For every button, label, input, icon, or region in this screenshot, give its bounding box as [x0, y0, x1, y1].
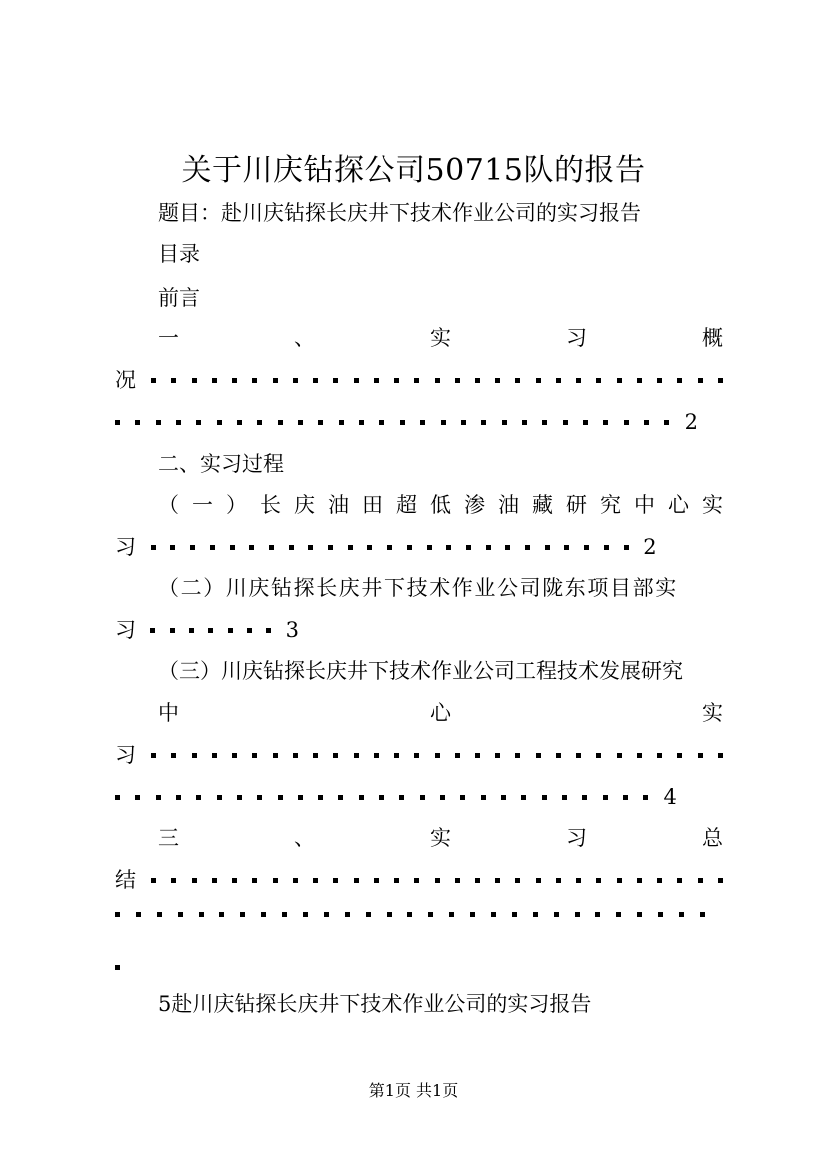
leader-dot: [533, 912, 538, 917]
leader-dot: [303, 912, 308, 917]
leader-dot: [420, 795, 425, 800]
leader-dot: [208, 628, 213, 633]
leader-dot: [192, 378, 197, 383]
leader-dot: [435, 878, 440, 883]
leader-dot: [521, 795, 526, 800]
leader-dot: [575, 912, 580, 917]
toc-char: 、: [294, 326, 315, 350]
leader-dot: [237, 420, 242, 425]
leader-dot: [387, 545, 392, 550]
leader-dot: [212, 878, 217, 883]
toc-char: 概: [702, 326, 723, 350]
leader-dot: [333, 878, 338, 883]
leader-dot: [576, 753, 581, 758]
leader-dot: [603, 795, 608, 800]
leader-dot: [657, 878, 662, 883]
leader-dot: [475, 878, 480, 883]
leader-dot: [338, 795, 343, 800]
leader-dot: [261, 912, 266, 917]
toc-char: 实: [430, 826, 451, 850]
leader-dot: [387, 912, 392, 917]
leader-dot: [491, 912, 496, 917]
toc-page-number: 3: [285, 618, 299, 642]
leader-dot: [151, 753, 156, 758]
leader-dot: [394, 878, 399, 883]
leader-dot: [217, 420, 222, 425]
leader-dot: [502, 420, 507, 425]
leader-dot: [677, 378, 682, 383]
leader-dot: [199, 912, 204, 917]
leader-dot: [257, 795, 262, 800]
toc-char: 研: [566, 493, 587, 517]
leader-dot: [576, 378, 581, 383]
toc-item-section-3: [158, 828, 723, 849]
leader-dot: [212, 753, 217, 758]
toc-leader-row: [115, 870, 723, 891]
leader-dot: [247, 628, 252, 633]
leader-dot: [273, 378, 278, 383]
leader-dot: [603, 420, 608, 425]
toc-item-sub-1: [158, 495, 723, 516]
leader-dot: [230, 545, 235, 550]
leader-dot: [455, 878, 460, 883]
leader-dot: [171, 878, 176, 883]
leader-dot: [171, 378, 176, 383]
leader-dot: [563, 420, 568, 425]
toc-char: 习: [566, 826, 587, 850]
leader-dot: [470, 912, 475, 917]
toc-char: 三: [158, 826, 179, 850]
toc-char: 庆: [294, 493, 315, 517]
leader-dot: [481, 420, 486, 425]
leader-dot: [298, 795, 303, 800]
leader-dot: [460, 795, 465, 800]
leader-dot: [313, 878, 318, 883]
leader-dot: [348, 545, 353, 550]
leader-dot: [637, 912, 642, 917]
leader-dot: [135, 795, 140, 800]
leader-dot: [354, 753, 359, 758]
leader-dot: [505, 545, 510, 550]
leader-dot: [333, 753, 338, 758]
leader-dot: [115, 912, 120, 917]
leader-dot: [542, 420, 547, 425]
leader-dot: [151, 878, 156, 883]
toc-char: 习: [115, 535, 136, 559]
toc-char: 一: [192, 493, 213, 517]
leader-dot: [115, 795, 120, 800]
toc-char: 、: [294, 826, 315, 850]
leader-dot: [354, 378, 359, 383]
toc-char: 长: [260, 493, 281, 517]
leader-dot: [657, 378, 662, 383]
leader-dot: [298, 420, 303, 425]
leader-dot: [345, 912, 350, 917]
toc-char: 总: [702, 826, 723, 850]
toc-char: 实: [430, 326, 451, 350]
leader-dot: [414, 378, 419, 383]
toc-item-sub-3: （三）川庆钻探长庆井下技术作业公司工程技术发展研究: [158, 659, 683, 683]
toc-char: 中: [634, 493, 655, 517]
leader-dot: [273, 753, 278, 758]
leader-dot: [210, 545, 215, 550]
leader-dot: [435, 378, 440, 383]
leader-dot: [252, 878, 257, 883]
leader-dot: [414, 878, 419, 883]
leader-dot: [637, 878, 642, 883]
leader-dot: [679, 912, 684, 917]
leader-dot: [156, 795, 161, 800]
leader-dot: [313, 753, 318, 758]
leader-dot: [556, 753, 561, 758]
leader-dot: [374, 878, 379, 883]
leader-dot: [394, 753, 399, 758]
leader-dot: [379, 420, 384, 425]
leader-dot: [449, 912, 454, 917]
toc-leader-row: [115, 537, 657, 558]
leader-dot: [282, 912, 287, 917]
leader-dot: [178, 912, 183, 917]
leader-dot: [176, 420, 181, 425]
leader-dot: [278, 420, 283, 425]
leader-dot: [366, 912, 371, 917]
toc-leader-row: [115, 953, 125, 974]
leader-dot: [596, 878, 601, 883]
leader-dot: [495, 753, 500, 758]
leader-dot: [269, 545, 274, 550]
leader-dot: [698, 878, 703, 883]
toc-char: 油: [498, 493, 519, 517]
leader-dot: [278, 795, 283, 800]
leader-dot: [359, 795, 364, 800]
toc-leader-row: [115, 620, 299, 641]
leader-dot: [475, 378, 480, 383]
toc-char: （: [158, 493, 179, 517]
leader-dot: [308, 545, 313, 550]
leader-dot: [252, 753, 257, 758]
leader-dot: [554, 912, 559, 917]
leader-dot: [718, 878, 723, 883]
toc-heading: 目录: [158, 242, 200, 266]
toc-char: 低: [430, 493, 451, 517]
leader-dot: [596, 753, 601, 758]
leader-dot: [176, 795, 181, 800]
leader-dot: [266, 628, 271, 633]
toc-leader-row: [115, 745, 723, 766]
leader-dot: [536, 753, 541, 758]
leader-dot: [582, 795, 587, 800]
leader-dot: [440, 795, 445, 800]
leader-dot: [617, 878, 622, 883]
leader-dot: [584, 545, 589, 550]
leader-dot: [151, 378, 156, 383]
leader-dot: [562, 795, 567, 800]
leader-dot: [157, 912, 162, 917]
leader-dot: [698, 378, 703, 383]
leader-dot: [196, 420, 201, 425]
leader-dot: [536, 878, 541, 883]
leader-dot: [293, 753, 298, 758]
leader-dot: [324, 912, 329, 917]
leader-dot: [237, 795, 242, 800]
leader-dot: [318, 420, 323, 425]
leader-dot: [545, 545, 550, 550]
leader-dot: [522, 420, 527, 425]
page-footer: 第1页 共1页: [368, 1081, 459, 1100]
leader-dot: [677, 878, 682, 883]
leader-dot: [481, 795, 486, 800]
leader-dot: [455, 378, 460, 383]
leader-dot: [170, 628, 175, 633]
leader-dot: [677, 753, 682, 758]
leader-dot: [637, 753, 642, 758]
toc-char: 超: [396, 493, 417, 517]
leader-dot: [564, 545, 569, 550]
leader-dot: [583, 420, 588, 425]
leader-dot: [657, 753, 662, 758]
leader-dot: [664, 420, 669, 425]
toc-leader-row: [115, 912, 705, 917]
leader-dot: [313, 378, 318, 383]
leader-dot: [232, 878, 237, 883]
toc-item-sub-2: （二）川庆钻探长庆井下技术作业公司陇东项目部实: [158, 576, 678, 600]
toc-char: 究: [600, 493, 621, 517]
leader-dot: [136, 912, 141, 917]
leader-dot: [354, 878, 359, 883]
leader-dot: [515, 878, 520, 883]
leader-dot: [219, 912, 224, 917]
leader-dot: [556, 878, 561, 883]
leader-dot: [617, 378, 622, 383]
leader-dot: [156, 420, 161, 425]
leader-dot: [339, 420, 344, 425]
leader-dot: [718, 378, 723, 383]
leader-dot: [658, 912, 663, 917]
leader-dot: [212, 378, 217, 383]
toc-page-number: 4: [663, 785, 677, 809]
leader-dot: [318, 795, 323, 800]
leader-dot: [257, 420, 262, 425]
leader-dot: [556, 378, 561, 383]
leader-dot: [293, 878, 298, 883]
leader-dot: [293, 378, 298, 383]
leader-dot: [718, 753, 723, 758]
toc-char: 实: [702, 701, 723, 725]
leader-dot: [399, 795, 404, 800]
toc-char: 习: [115, 743, 136, 767]
toc-item-section-2: 二、实习过程: [158, 452, 284, 476]
leader-dot: [441, 420, 446, 425]
leader-dot: [192, 878, 197, 883]
leader-dot: [616, 912, 621, 917]
toc-char: 习: [115, 618, 136, 642]
toc-page-number: 2: [684, 410, 698, 434]
toc-leader-row: [115, 787, 677, 808]
leader-dot: [604, 545, 609, 550]
leader-dot: [151, 545, 156, 550]
leader-dot: [171, 753, 176, 758]
leader-dot: [536, 378, 541, 383]
leader-dot: [515, 753, 520, 758]
toc-char: 实: [702, 493, 723, 517]
toc-char: 中: [158, 701, 179, 725]
toc-char: 结: [115, 868, 136, 892]
leader-dot: [289, 545, 294, 550]
leader-dot: [407, 545, 412, 550]
leader-dot: [525, 545, 530, 550]
leader-dot: [400, 420, 405, 425]
leader-dot: [455, 753, 460, 758]
toc-item-sub-3-cont: [158, 703, 723, 724]
leader-dot: [475, 753, 480, 758]
leader-dot: [394, 378, 399, 383]
toc-item-preface: 前言: [158, 286, 200, 310]
leader-dot: [542, 795, 547, 800]
leader-dot: [624, 545, 629, 550]
leader-dot: [252, 378, 257, 383]
leader-dot: [367, 545, 372, 550]
leader-dot: [135, 420, 140, 425]
leader-dot: [232, 753, 237, 758]
toc-item-section-1: [158, 328, 723, 349]
report-subject: 题目：赴川庆钻探长庆井下技术作业公司的实习报告: [158, 201, 641, 225]
leader-dot: [420, 420, 425, 425]
toc-page-number: 2: [643, 535, 657, 559]
leader-dot: [273, 878, 278, 883]
document-title: 关于川庆钻探公司50715队的报告: [181, 153, 646, 188]
toc-leader-row: [115, 370, 723, 391]
leader-dot: [115, 420, 120, 425]
leader-dot: [495, 878, 500, 883]
leader-dot: [170, 545, 175, 550]
leader-dot: [249, 545, 254, 550]
leader-dot: [624, 420, 629, 425]
leader-dot: [232, 378, 237, 383]
leader-dot: [595, 912, 600, 917]
toc-char: 习: [566, 326, 587, 350]
leader-dot: [427, 545, 432, 550]
leader-dot: [189, 628, 194, 633]
leader-dot: [428, 912, 433, 917]
leader-dot: [512, 912, 517, 917]
leader-dot: [240, 912, 245, 917]
leader-dot: [466, 545, 471, 550]
leader-dot: [196, 795, 201, 800]
leader-dot: [486, 545, 491, 550]
leader-dot: [192, 753, 197, 758]
toc-char: 渗: [464, 493, 485, 517]
toc-char: 一: [158, 326, 179, 350]
leader-dot: [700, 912, 705, 917]
leader-dot: [115, 965, 120, 970]
leader-dot: [446, 545, 451, 550]
leader-dot: [461, 420, 466, 425]
toc-char: 况: [115, 368, 136, 392]
leader-dot: [596, 378, 601, 383]
leader-dot: [515, 378, 520, 383]
leader-dot: [623, 795, 628, 800]
leader-dot: [150, 628, 155, 633]
toc-char: 心: [668, 493, 689, 517]
toc-leader-row: [115, 412, 698, 433]
leader-dot: [698, 753, 703, 758]
leader-dot: [379, 795, 384, 800]
leader-dot: [217, 795, 222, 800]
toc-char: 田: [362, 493, 383, 517]
leader-dot: [328, 545, 333, 550]
toc-char: 藏: [532, 493, 553, 517]
leader-dot: [501, 795, 506, 800]
toc-char: 油: [328, 493, 349, 517]
leader-dot: [643, 795, 648, 800]
leader-dot: [228, 628, 233, 633]
leader-dot: [407, 912, 412, 917]
leader-dot: [374, 753, 379, 758]
toc-char: ）: [226, 493, 247, 517]
leader-dot: [617, 753, 622, 758]
leader-dot: [435, 753, 440, 758]
leader-dot: [414, 753, 419, 758]
leader-dot: [374, 378, 379, 383]
leader-dot: [576, 878, 581, 883]
leader-dot: [637, 378, 642, 383]
toc-char: 心: [430, 701, 451, 725]
leader-dot: [359, 420, 364, 425]
leader-dot: [333, 378, 338, 383]
closing-text: 5赴川庆钻探长庆井下技术作业公司的实习报告: [158, 992, 592, 1016]
leader-dot: [190, 545, 195, 550]
leader-dot: [644, 420, 649, 425]
leader-dot: [495, 378, 500, 383]
